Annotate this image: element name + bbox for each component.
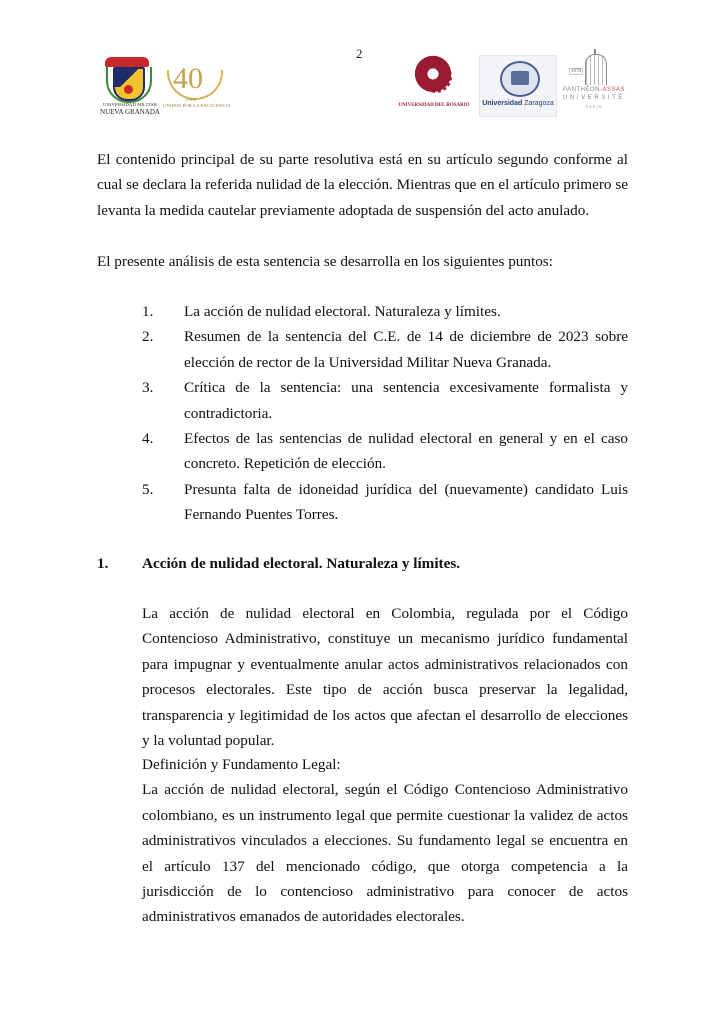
- pantheon-assas-logo: [563, 50, 625, 114]
- list-item-number: 5.: [142, 480, 154, 498]
- pantheon-dome-icon: [585, 54, 607, 85]
- pantheon-line1-red: ASSAS: [602, 87, 625, 93]
- subheading: Definición y Fundamento Legal:: [142, 756, 341, 773]
- list-item: [97, 426, 628, 477]
- list-item: [97, 324, 628, 375]
- pantheon-line2: UNIVERSITÉ: [563, 95, 626, 101]
- ribbon-icon: [105, 57, 149, 67]
- pantheon-tag: 1970: [571, 69, 581, 74]
- pantheon-line3: PARIS: [585, 104, 603, 109]
- section-number: 1.: [97, 555, 109, 572]
- paragraph-text: La acción de nulidad electoral en Colombia, regulada por el Código Contencioso Administrativo, constituye un mecanismo jurídico fundamental para impugnar y eventualmente anular actos administrativos relacionados con procesos electorales. Este tipo de acción busca preservar la legalidad, transparencia y legitimidad de los actos que afectan el desarrollo de elecciones y la voluntad popular.: [142, 605, 628, 750]
- list-item-number: 4.: [142, 430, 154, 448]
- zaragoza-name-bold: Universidad: [482, 100, 523, 107]
- list-item-number: 3.: [142, 379, 154, 397]
- shield-icon: [113, 67, 145, 101]
- paragraph-text: La acción de nulidad electoral, según el Código Contencioso Administrativo colombiano, es un instrumento legal que permite cuestionar la validez de actos administrativos vinculados a elecciones. Su fundamento legal se encuentra en el artículo 137 del mencionado código, que otorga competencia a la jurisdicción de lo contencioso administrativo para conocer de actos administrativos emanados de autoridades electorales.: [142, 781, 628, 926]
- section-title: Acción de nulidad electoral. Naturaleza y límites.: [142, 555, 461, 572]
- paragraph-analysis-intro: [97, 249, 628, 274]
- paragraph-text: El contenido principal de su parte resolutiva está en su artículo segundo conforme al cual se declara la referida nulidad de la elección. Mientras que en el artículo primero se levanta la medida cautelar previamente adoptada de suspensión del acto anulado.: [97, 151, 628, 219]
- rosario-name: UNIVERSIDAD DEL ROSARIO: [398, 103, 470, 108]
- rosario-logo: [396, 55, 472, 117]
- analysis-outline-list: [97, 299, 628, 528]
- list-item: [97, 299, 628, 324]
- page-number: 2: [356, 46, 363, 61]
- zaragoza-name: [480, 100, 556, 107]
- umng-logo: [100, 55, 160, 116]
- paragraph-text: El presente análisis de esta sentencia se desarrolla en los siguientes puntos:: [97, 253, 553, 270]
- rose-crest-icon: [414, 55, 452, 97]
- paragraph-resolutive-part: [97, 147, 628, 223]
- anniversary-motto: UNIDOS POR LA EXCELENCIA: [163, 103, 231, 108]
- list-item-text: Presunta falta de idoneidad jurídica del (nuevamente) candidato Luis Fernando Puentes Torres.: [184, 480, 628, 524]
- list-item-number: 1.: [142, 303, 154, 320]
- paragraph-electoral-nullity-overview: [142, 601, 628, 753]
- anniversary-logo: [163, 62, 231, 112]
- list-item-text: Efectos de las sentencias de nulidad electoral en general y en el caso concreto. Repetición de elección.: [184, 430, 628, 473]
- list-item: [97, 375, 628, 426]
- list-item-text: Crítica de la sentencia: una sentencia excesivamente formalista y contradictoria.: [184, 379, 628, 422]
- university-seal-icon: [500, 61, 540, 97]
- umng-name-line1: UNIVERSIDAD MILITAR: [102, 102, 158, 107]
- zaragoza-logo: [479, 55, 557, 117]
- list-item-number: 2.: [142, 328, 154, 346]
- list-item-text: Resumen de la sentencia del C.E. de 14 de diciembre de 2023 sobre elección de rector de la Universidad Militar Nueva Granada.: [184, 328, 628, 371]
- umng-name-line2: NUEVA GRANADA: [100, 108, 160, 116]
- list-item-text: La acción de nulidad electoral. Naturaleza y límites.: [184, 303, 501, 320]
- anniversary-years: AÑOS: [185, 97, 196, 102]
- anniversary-number: 40: [173, 62, 203, 95]
- pantheon-line1: [563, 87, 625, 93]
- pantheon-line1-gray: PANTHÉON-: [563, 87, 603, 93]
- paragraph-definition: [142, 752, 628, 930]
- list-item: [97, 477, 628, 528]
- zaragoza-name-light: Zaragoza: [524, 100, 554, 107]
